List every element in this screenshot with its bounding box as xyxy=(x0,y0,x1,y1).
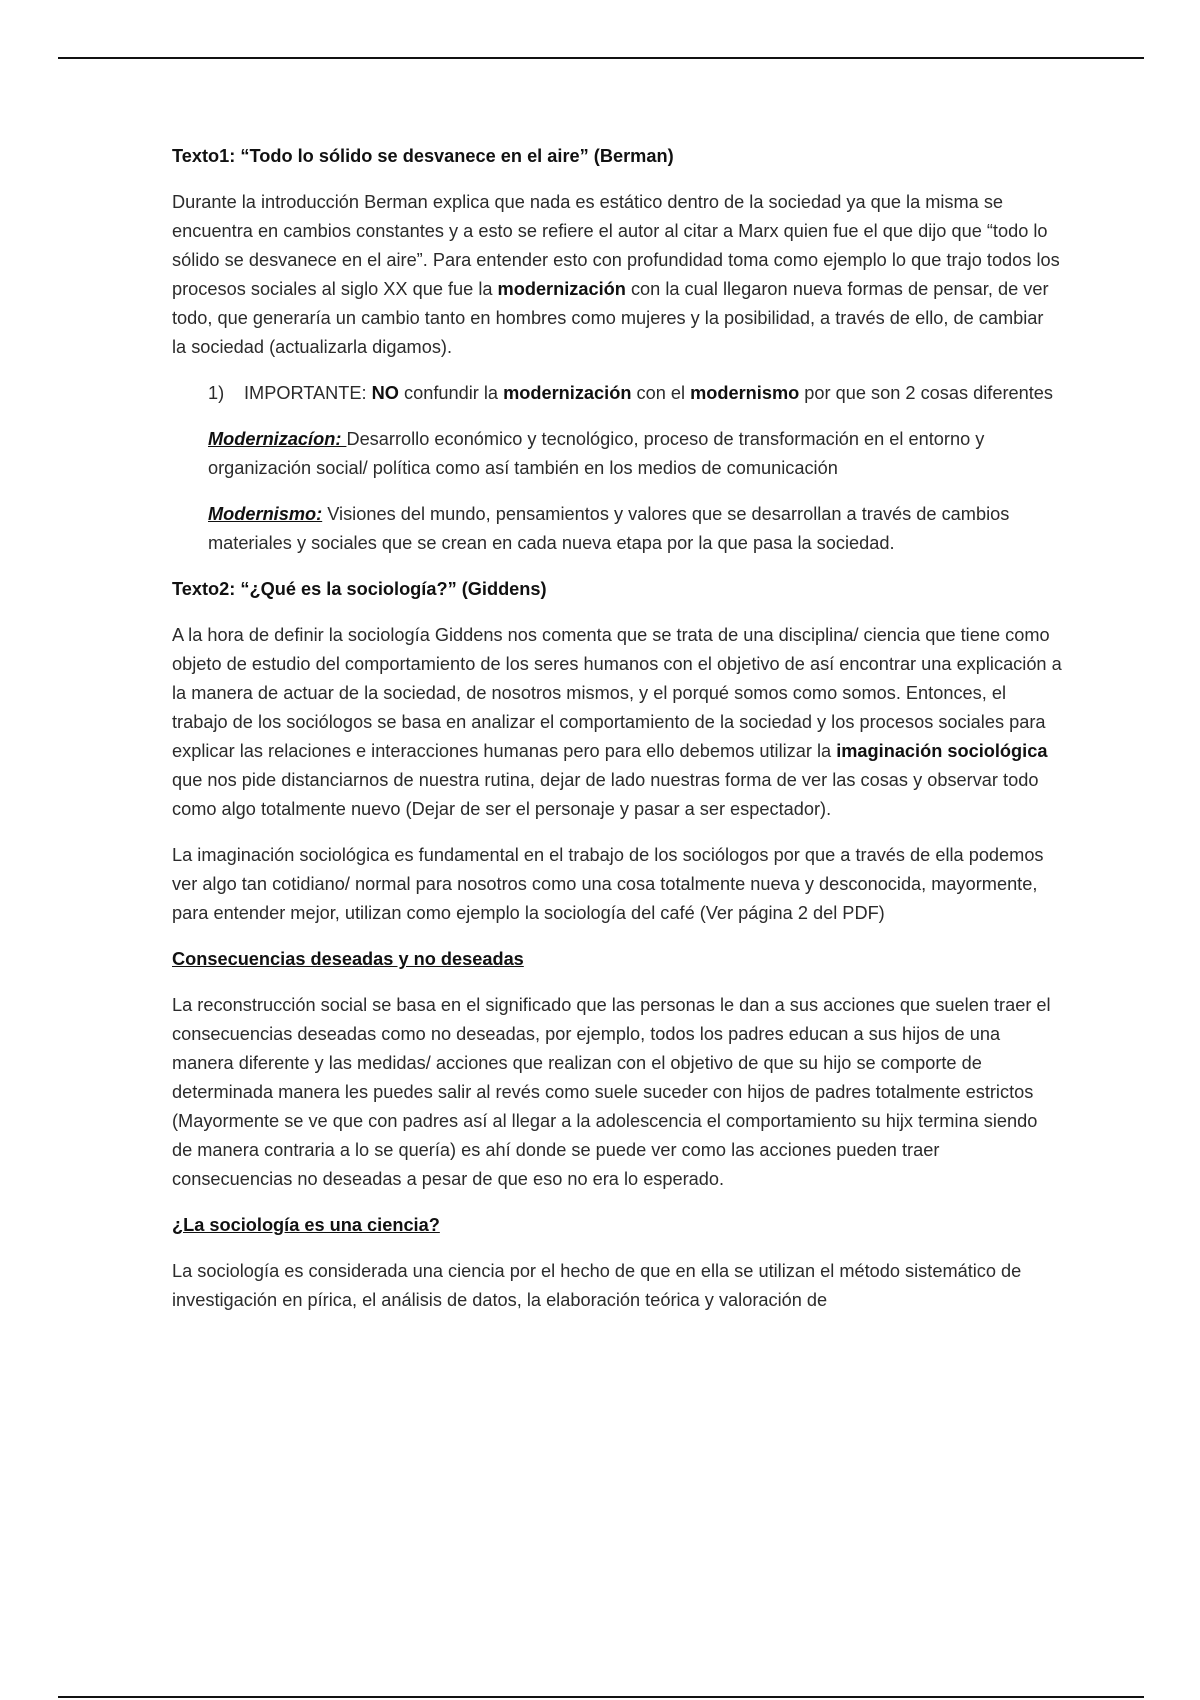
list-number: 1) xyxy=(208,383,225,403)
header-rule xyxy=(58,57,1144,59)
numbered-list-item xyxy=(172,379,1062,408)
paragraph-text: que nos pide distanciarnos de nuestra rutina, dejar de lado nuestras forma de ver las cosas y observar todo como algo totalmente nuevo (Dejar de ser el personaje y pasar a ser espectador). xyxy=(172,770,1039,819)
list-text: con el xyxy=(631,383,691,403)
paragraph-ciencia: La sociología es considerada una ciencia por el hecho de que en ella se utilizan el método sistemático de investigación en pírica, el análisis de datos, la elaboración teórica y valoración de xyxy=(172,1261,1022,1310)
paragraph-berman-intro xyxy=(172,188,1062,362)
paragraph-consecuencias: La reconstrucción social se basa en el significado que las personas le dan a sus acciones que suelen traer el consecuencias deseadas como no deseadas, por ejemplo, todos los padres educan a sus hijos de una manera diferente y las medidas/ acciones que realizan con el objetivo de que su hijo se comporte de determinada manera les puedes salir al revés como suele suceder con hijos de padres totalmente estrictos (Mayormente se ve que con padres así al llegar a la adolescencia el comportamiento su hijx termina siendo de manera contraria a lo se quería) es ahí donde se puede ver como las acciones pueden traer consecuencias no deseadas a pesar de que eso no era lo esperado. xyxy=(172,995,1051,1189)
heading-ciencia: ¿La sociología es una ciencia? xyxy=(172,1215,440,1235)
definition-term: Modernismo: xyxy=(208,504,323,524)
bold-term: modernización xyxy=(503,383,632,403)
heading-texto1: Texto1: “Todo lo sólido se desvanece en el aire” (Berman) xyxy=(172,146,674,166)
paragraph-text: Durante la introducción Berman explica que nada es estático dentro de la sociedad ya que la misma se encuentra en cambios constantes y a esto se refiere el autor al citar a Marx quien fue el que dijo que “todo lo sólido se desvanece en el aire”. Para entender esto con profundidad toma como ejemplo lo que trajo todos los procesos sociales al siglo XX que fue la xyxy=(172,192,1060,299)
bold-term: modernización xyxy=(497,279,626,299)
paragraph-text: con la cual llegaron nueva formas de pensar, de ver todo, que generaría un cambio tanto en hombres como mujeres y la posibilidad, a través de ello, de cambiar la sociedad (actualizarla digamos). xyxy=(172,279,1049,357)
definition-term: Modernizacíon: xyxy=(208,429,347,449)
list-item-text xyxy=(244,379,1062,408)
paragraph-text: A la hora de definir la sociología Giddens nos comenta que se trata de una disciplina/ ciencia que tiene como objeto de estudio del comportamiento de los seres humanos con el objetivo de así encontrar una explicación a la manera de actuar de la sociedad, de nosotros mismos, y el porqué somos como somos. Entonces, el trabajo de los sociólogos se basa en analizar el comportamiento de la sociedad y los procesos sociales para explicar las relaciones e interacciones humanas pero para ello debemos utilizar la xyxy=(172,625,1062,761)
list-text: por que son 2 cosas diferentes xyxy=(799,383,1054,403)
heading-texto2: Texto2: “¿Qué es la sociología?” (Giddens) xyxy=(172,579,547,599)
list-text: IMPORTANTE: xyxy=(244,383,372,403)
definition-text: Desarrollo económico y tecnológico, proceso de transformación en el entorno y organización social/ política como así también en los medios de comunicación xyxy=(208,429,985,478)
list-text: confundir la xyxy=(398,383,504,403)
footer-rule xyxy=(58,1696,1144,1698)
bold-term: imaginación sociológica xyxy=(836,741,1048,761)
paragraph-imaginacion: La imaginación sociológica es fundamental en el trabajo de los sociólogos por que a través de ella podemos ver algo tan cotidiano/ normal para nosotros como una cosa totalmente nueva y desconocida, mayormente, para entender mejor, utilizan como ejemplo la sociología del café (Ver página 2 del PDF) xyxy=(172,845,1044,923)
definition-modernizacion xyxy=(208,425,1062,483)
bold-term: NO xyxy=(371,383,399,403)
document-page xyxy=(172,142,1062,1332)
heading-consecuencias: Consecuencias deseadas y no deseadas xyxy=(172,949,524,969)
bold-term: modernismo xyxy=(690,383,800,403)
definition-modernismo xyxy=(208,500,1062,558)
paragraph-giddens xyxy=(172,621,1062,824)
definition-text: Visiones del mundo, pensamientos y valores que se desarrollan a través de cambios materiales y sociales que se crean en cada nueva etapa por la que pasa la sociedad. xyxy=(208,504,1010,553)
